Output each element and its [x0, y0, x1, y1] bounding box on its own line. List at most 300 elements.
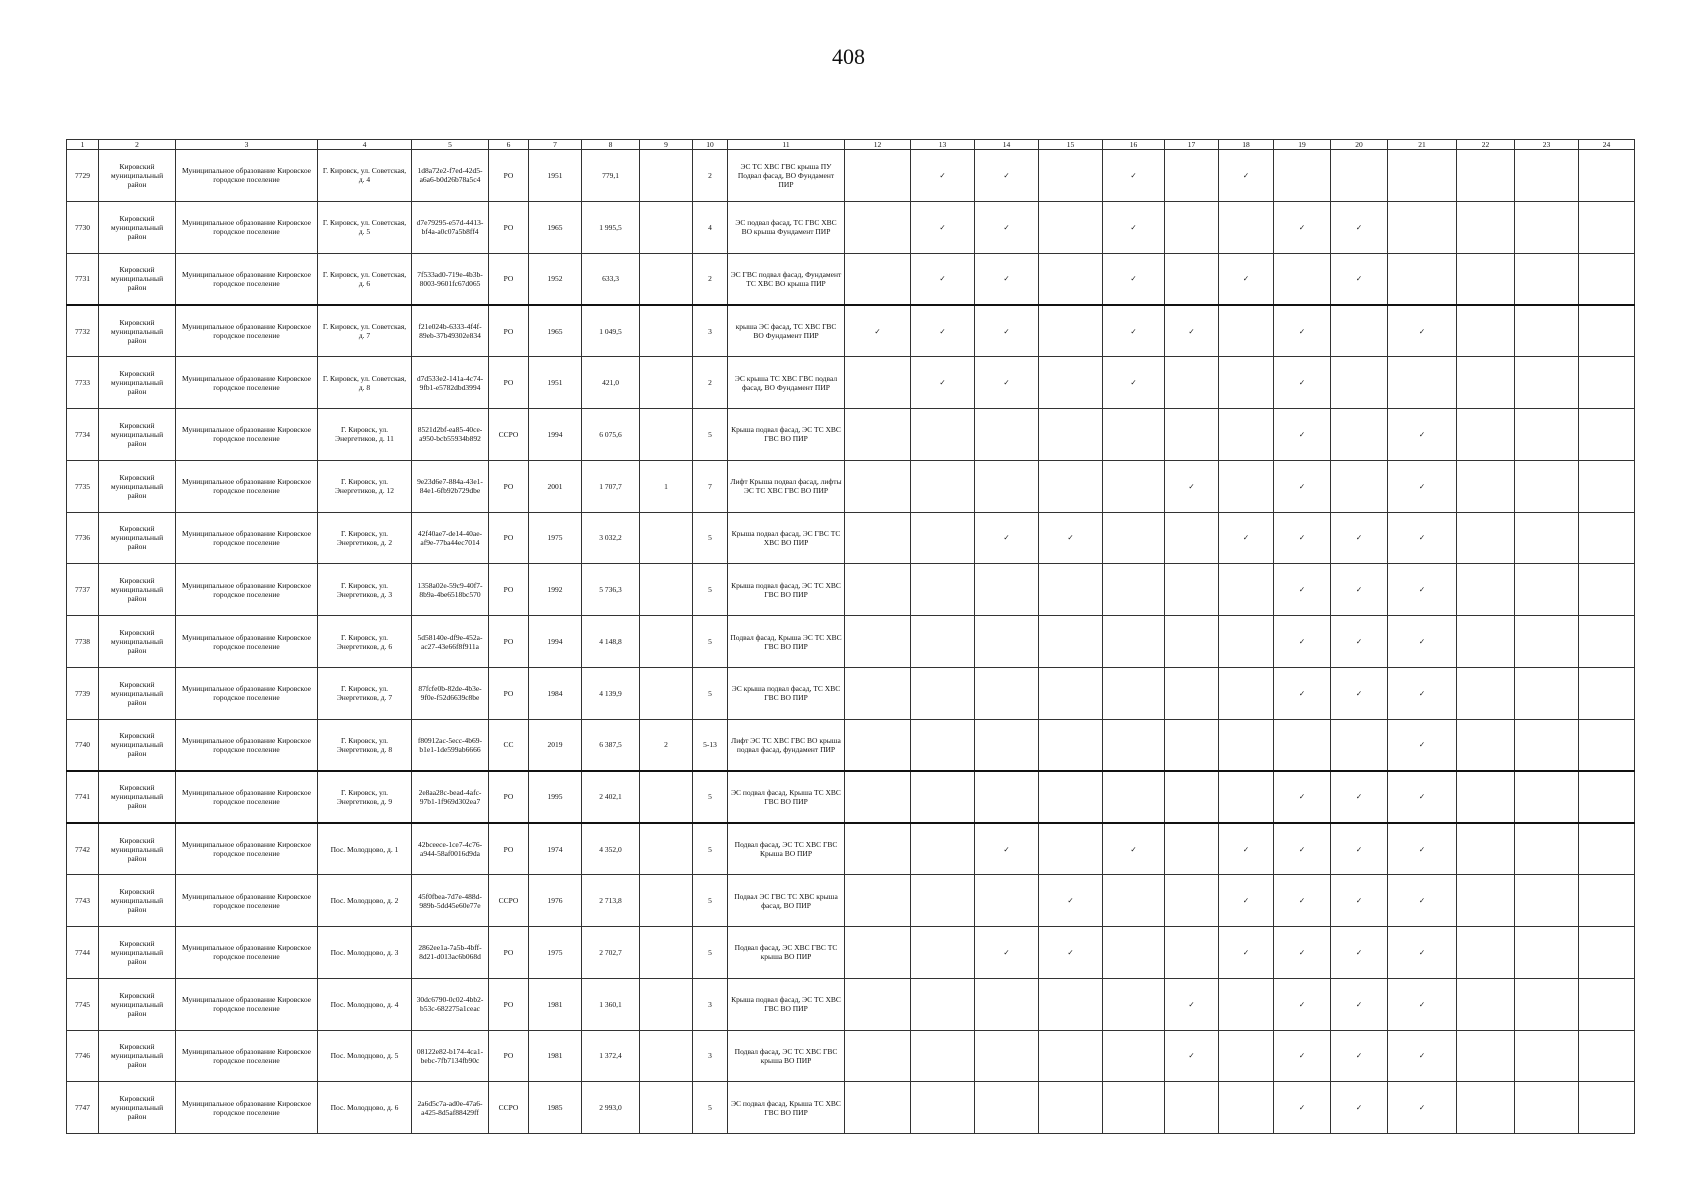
col9-cell	[640, 564, 693, 616]
check-cell-23	[1515, 616, 1579, 668]
table-row	[67, 719, 1635, 771]
year-cell: 1981	[529, 978, 582, 1030]
check-cell-18: ✓	[1219, 512, 1274, 564]
check-cell-17	[1165, 616, 1219, 668]
check-cell-21: ✓	[1388, 926, 1457, 978]
check-cell-16: ✓	[1103, 357, 1165, 409]
check-cell-13	[911, 771, 975, 823]
check-cell-19: ✓	[1274, 875, 1331, 927]
check-cell-13: ✓	[911, 201, 975, 253]
guid-cell: 2a6d5c7a-ad0e-47a6-a425-8d5af88429ff	[412, 1082, 489, 1134]
works-cell: ЭС крыша ТС ХВС ГВС подвал фасад, ВО Фундамент ПИР	[728, 357, 845, 409]
check-cell-20	[1331, 357, 1388, 409]
check-cell-23	[1515, 978, 1579, 1030]
check-cell-19: ✓	[1274, 616, 1331, 668]
check-cell-14: ✓	[975, 150, 1039, 202]
check-cell-14: ✓	[975, 357, 1039, 409]
type-cell: РО	[489, 357, 529, 409]
col10-cell: 3	[693, 978, 728, 1030]
check-cell-21	[1388, 201, 1457, 253]
type-cell: РО	[489, 926, 529, 978]
guid-cell: 87fcfe0b-82de-4b3e-9f0e-f52d6639c8be	[412, 667, 489, 719]
area-cell: 6 387,5	[582, 719, 640, 771]
municipality-cell: Муниципальное образование Кировское городское поселение	[176, 512, 318, 564]
check-cell-23	[1515, 408, 1579, 460]
check-cell-17	[1165, 564, 1219, 616]
municipality-cell: Муниципальное образование Кировское городское поселение	[176, 926, 318, 978]
year-cell: 1975	[529, 926, 582, 978]
check-cell-13: ✓	[911, 305, 975, 357]
col10-cell: 3	[693, 1030, 728, 1082]
works-cell: ЭС ГВС подвал фасад, Фундамент ТС ХВС ВО крыша ПИР	[728, 253, 845, 305]
check-cell-24	[1579, 978, 1635, 1030]
table-row	[67, 512, 1635, 564]
guid-cell: 30dc6790-0c02-4bb2-b53c-682275a1ceac	[412, 978, 489, 1030]
table-row	[67, 253, 1635, 305]
row-number: 7745	[67, 978, 99, 1030]
check-cell-16	[1103, 771, 1165, 823]
row-number: 7738	[67, 616, 99, 668]
check-cell-18: ✓	[1219, 150, 1274, 202]
header-row	[67, 140, 1635, 150]
table-row	[67, 771, 1635, 823]
address-cell: Г. Кировск, ул. Энергетиков, д. 9	[318, 771, 412, 823]
check-cell-20	[1331, 150, 1388, 202]
check-cell-23	[1515, 771, 1579, 823]
check-cell-22	[1457, 201, 1515, 253]
check-cell-15	[1039, 1030, 1103, 1082]
district-cell: Кировский муниципальный район	[99, 253, 176, 305]
check-cell-21: ✓	[1388, 1082, 1457, 1134]
municipality-cell: Муниципальное образование Кировское городское поселение	[176, 1030, 318, 1082]
check-cell-16	[1103, 564, 1165, 616]
address-cell: Г. Кировск, ул. Советская, д. 6	[318, 253, 412, 305]
works-cell: ЭС крыша подвал фасад, ТС ХВС ГВС ВО ПИР	[728, 667, 845, 719]
table-row	[67, 150, 1635, 202]
check-cell-23	[1515, 305, 1579, 357]
check-cell-17	[1165, 926, 1219, 978]
check-cell-18	[1219, 1082, 1274, 1134]
check-cell-15: ✓	[1039, 875, 1103, 927]
guid-cell: 45f0fbea-7d7e-488d-989b-5dd45e60e77e	[412, 875, 489, 927]
check-cell-23	[1515, 1082, 1579, 1134]
municipality-cell: Муниципальное образование Кировское городское поселение	[176, 719, 318, 771]
area-cell: 2 702,7	[582, 926, 640, 978]
check-cell-12	[845, 1030, 911, 1082]
address-cell: Г. Кировск, ул. Советская, д. 7	[318, 305, 412, 357]
year-cell: 1965	[529, 201, 582, 253]
col9-cell	[640, 1030, 693, 1082]
column-header-16: 16	[1103, 140, 1165, 150]
guid-cell: d7e79295-e57d-4413-bf4a-a0c07a5b8ff4	[412, 201, 489, 253]
check-cell-13	[911, 719, 975, 771]
check-cell-13	[911, 875, 975, 927]
check-cell-19: ✓	[1274, 978, 1331, 1030]
check-cell-20	[1331, 719, 1388, 771]
type-cell: РО	[489, 512, 529, 564]
row-number: 7747	[67, 1082, 99, 1134]
type-cell: ССРО	[489, 1082, 529, 1134]
check-cell-14: ✓	[975, 512, 1039, 564]
check-cell-19: ✓	[1274, 408, 1331, 460]
year-cell: 1994	[529, 408, 582, 460]
col10-cell: 2	[693, 357, 728, 409]
column-header-10: 10	[693, 140, 728, 150]
address-cell: Г. Кировск, ул. Советская, д. 5	[318, 201, 412, 253]
area-cell: 3 032,2	[582, 512, 640, 564]
area-cell: 1 707,7	[582, 460, 640, 512]
check-cell-20: ✓	[1331, 667, 1388, 719]
type-cell: ССРО	[489, 408, 529, 460]
col10-cell: 4	[693, 201, 728, 253]
address-cell: Пос. Молодцово, д. 4	[318, 978, 412, 1030]
check-cell-21: ✓	[1388, 512, 1457, 564]
area-cell: 1 995,5	[582, 201, 640, 253]
check-cell-24	[1579, 616, 1635, 668]
check-cell-22	[1457, 875, 1515, 927]
check-cell-22	[1457, 1082, 1515, 1134]
district-cell: Кировский муниципальный район	[99, 978, 176, 1030]
check-cell-18	[1219, 978, 1274, 1030]
check-cell-20: ✓	[1331, 564, 1388, 616]
check-cell-21: ✓	[1388, 616, 1457, 668]
housing-register-table	[66, 139, 1635, 1134]
check-cell-15: ✓	[1039, 512, 1103, 564]
check-cell-13	[911, 408, 975, 460]
check-cell-18	[1219, 357, 1274, 409]
check-cell-20	[1331, 408, 1388, 460]
col10-cell: 7	[693, 460, 728, 512]
municipality-cell: Муниципальное образование Кировское городское поселение	[176, 823, 318, 875]
check-cell-23	[1515, 875, 1579, 927]
year-cell: 1951	[529, 150, 582, 202]
check-cell-14: ✓	[975, 253, 1039, 305]
column-header-7: 7	[529, 140, 582, 150]
check-cell-18: ✓	[1219, 926, 1274, 978]
check-cell-12	[845, 150, 911, 202]
column-header-19: 19	[1274, 140, 1331, 150]
row-number: 7735	[67, 460, 99, 512]
check-cell-21: ✓	[1388, 719, 1457, 771]
check-cell-17	[1165, 357, 1219, 409]
check-cell-20: ✓	[1331, 926, 1388, 978]
check-cell-14	[975, 460, 1039, 512]
check-cell-19: ✓	[1274, 667, 1331, 719]
check-cell-18: ✓	[1219, 823, 1274, 875]
table-row	[67, 616, 1635, 668]
type-cell: СС	[489, 719, 529, 771]
check-cell-24	[1579, 305, 1635, 357]
area-cell: 2 993,0	[582, 1082, 640, 1134]
check-cell-22	[1457, 150, 1515, 202]
col9-cell	[640, 1082, 693, 1134]
table-row	[67, 357, 1635, 409]
municipality-cell: Муниципальное образование Кировское городское поселение	[176, 201, 318, 253]
address-cell: Пос. Молодцово, д. 1	[318, 823, 412, 875]
column-header-2: 2	[99, 140, 176, 150]
check-cell-23	[1515, 667, 1579, 719]
area-cell: 4 352,0	[582, 823, 640, 875]
check-cell-14	[975, 564, 1039, 616]
check-cell-23	[1515, 512, 1579, 564]
col10-cell: 5	[693, 926, 728, 978]
type-cell: РО	[489, 771, 529, 823]
check-cell-22	[1457, 978, 1515, 1030]
column-header-5: 5	[412, 140, 489, 150]
area-cell: 633,3	[582, 253, 640, 305]
column-header-12: 12	[845, 140, 911, 150]
check-cell-18	[1219, 771, 1274, 823]
check-cell-14: ✓	[975, 926, 1039, 978]
column-header-18: 18	[1219, 140, 1274, 150]
check-cell-15	[1039, 616, 1103, 668]
column-header-24: 24	[1579, 140, 1635, 150]
check-cell-23	[1515, 926, 1579, 978]
area-cell: 2 713,8	[582, 875, 640, 927]
check-cell-19	[1274, 253, 1331, 305]
col9-cell	[640, 978, 693, 1030]
address-cell: Пос. Молодцово, д. 2	[318, 875, 412, 927]
check-cell-18	[1219, 667, 1274, 719]
district-cell: Кировский муниципальный район	[99, 771, 176, 823]
check-cell-20: ✓	[1331, 1082, 1388, 1134]
row-number: 7730	[67, 201, 99, 253]
works-cell: Крыша подвал фасад, ЭС ГВС ТС ХВС ВО ПИР	[728, 512, 845, 564]
type-cell: РО	[489, 201, 529, 253]
col10-cell: 5	[693, 771, 728, 823]
col9-cell	[640, 253, 693, 305]
check-cell-21: ✓	[1388, 875, 1457, 927]
check-cell-20: ✓	[1331, 512, 1388, 564]
check-cell-15	[1039, 1082, 1103, 1134]
check-cell-15	[1039, 771, 1103, 823]
col9-cell	[640, 926, 693, 978]
table-row	[67, 1030, 1635, 1082]
check-cell-17: ✓	[1165, 1030, 1219, 1082]
check-cell-20: ✓	[1331, 823, 1388, 875]
municipality-cell: Муниципальное образование Кировское городское поселение	[176, 305, 318, 357]
municipality-cell: Муниципальное образование Кировское городское поселение	[176, 771, 318, 823]
check-cell-23	[1515, 253, 1579, 305]
check-cell-15	[1039, 564, 1103, 616]
col10-cell: 5	[693, 875, 728, 927]
column-header-13: 13	[911, 140, 975, 150]
address-cell: Г. Кировск, ул. Советская, д. 8	[318, 357, 412, 409]
table-row	[67, 460, 1635, 512]
municipality-cell: Муниципальное образование Кировское городское поселение	[176, 150, 318, 202]
check-cell-19	[1274, 719, 1331, 771]
col10-cell: 3	[693, 305, 728, 357]
check-cell-19: ✓	[1274, 771, 1331, 823]
check-cell-18	[1219, 201, 1274, 253]
check-cell-24	[1579, 564, 1635, 616]
check-cell-15	[1039, 667, 1103, 719]
check-cell-20: ✓	[1331, 875, 1388, 927]
type-cell: РО	[489, 667, 529, 719]
check-cell-19: ✓	[1274, 1082, 1331, 1134]
row-number: 7732	[67, 305, 99, 357]
row-number: 7746	[67, 1030, 99, 1082]
check-cell-12	[845, 719, 911, 771]
area-cell: 2 402,1	[582, 771, 640, 823]
check-cell-17	[1165, 667, 1219, 719]
check-cell-22	[1457, 667, 1515, 719]
guid-cell: 8521d2bf-ea85-40ce-a950-bcb55934b892	[412, 408, 489, 460]
col9-cell	[640, 305, 693, 357]
check-cell-20: ✓	[1331, 978, 1388, 1030]
check-cell-18	[1219, 616, 1274, 668]
check-cell-19: ✓	[1274, 201, 1331, 253]
column-header-11: 11	[728, 140, 845, 150]
page-number: 408	[832, 44, 865, 69]
column-header-4: 4	[318, 140, 412, 150]
type-cell: ССРО	[489, 875, 529, 927]
check-cell-24	[1579, 771, 1635, 823]
check-cell-24	[1579, 460, 1635, 512]
type-cell: РО	[489, 823, 529, 875]
check-cell-14	[975, 1082, 1039, 1134]
check-cell-14	[975, 978, 1039, 1030]
check-cell-16	[1103, 616, 1165, 668]
year-cell: 1951	[529, 357, 582, 409]
works-cell: Подвал фасад, ЭС ТС ХВС ГВС Крыша ВО ПИР	[728, 823, 845, 875]
check-cell-20	[1331, 460, 1388, 512]
guid-cell: f21e024b-6333-4f4f-89eb-37b49302e834	[412, 305, 489, 357]
check-cell-16	[1103, 1030, 1165, 1082]
check-cell-19: ✓	[1274, 564, 1331, 616]
type-cell: РО	[489, 564, 529, 616]
year-cell: 1965	[529, 305, 582, 357]
check-cell-24	[1579, 512, 1635, 564]
col9-cell	[640, 771, 693, 823]
check-cell-21: ✓	[1388, 1030, 1457, 1082]
address-cell: Г. Кировск, ул. Энергетиков, д. 2	[318, 512, 412, 564]
municipality-cell: Муниципальное образование Кировское городское поселение	[176, 616, 318, 668]
address-cell: Г. Кировск, ул. Энергетиков, д. 7	[318, 667, 412, 719]
check-cell-21: ✓	[1388, 978, 1457, 1030]
check-cell-23	[1515, 357, 1579, 409]
district-cell: Кировский муниципальный район	[99, 667, 176, 719]
check-cell-14	[975, 875, 1039, 927]
check-cell-17: ✓	[1165, 460, 1219, 512]
works-cell: ЭС подвал фасад, ТС ГВС ХВС ВО крыша Фундамент ПИР	[728, 201, 845, 253]
address-cell: Пос. Молодцово, д. 5	[318, 1030, 412, 1082]
col9-cell	[640, 667, 693, 719]
check-cell-21: ✓	[1388, 564, 1457, 616]
col10-cell: 5	[693, 616, 728, 668]
check-cell-24	[1579, 823, 1635, 875]
check-cell-12	[845, 357, 911, 409]
check-cell-13: ✓	[911, 253, 975, 305]
area-cell: 1 049,5	[582, 305, 640, 357]
check-cell-17	[1165, 719, 1219, 771]
check-cell-23	[1515, 823, 1579, 875]
col10-cell: 5	[693, 564, 728, 616]
check-cell-21	[1388, 150, 1457, 202]
year-cell: 1974	[529, 823, 582, 875]
check-cell-13	[911, 512, 975, 564]
check-cell-24	[1579, 253, 1635, 305]
municipality-cell: Муниципальное образование Кировское городское поселение	[176, 460, 318, 512]
check-cell-19: ✓	[1274, 305, 1331, 357]
check-cell-20: ✓	[1331, 1030, 1388, 1082]
district-cell: Кировский муниципальный район	[99, 305, 176, 357]
check-cell-24	[1579, 201, 1635, 253]
col10-cell: 2	[693, 150, 728, 202]
row-number: 7740	[67, 719, 99, 771]
check-cell-22	[1457, 771, 1515, 823]
check-cell-24	[1579, 150, 1635, 202]
table-row	[67, 875, 1635, 927]
col9-cell	[640, 875, 693, 927]
check-cell-21: ✓	[1388, 460, 1457, 512]
year-cell: 1952	[529, 253, 582, 305]
col10-cell: 5	[693, 823, 728, 875]
col10-cell: 5	[693, 667, 728, 719]
municipality-cell: Муниципальное образование Кировское городское поселение	[176, 978, 318, 1030]
area-cell: 779,1	[582, 150, 640, 202]
district-cell: Кировский муниципальный район	[99, 150, 176, 202]
row-number: 7739	[67, 667, 99, 719]
works-cell: Подвал фасад, ЭС ТС ХВС ГВС крыша ВО ПИР	[728, 1030, 845, 1082]
check-cell-17	[1165, 408, 1219, 460]
row-number: 7744	[67, 926, 99, 978]
column-header-3: 3	[176, 140, 318, 150]
check-cell-20: ✓	[1331, 616, 1388, 668]
check-cell-15	[1039, 305, 1103, 357]
check-cell-12	[845, 253, 911, 305]
check-cell-12	[845, 978, 911, 1030]
col10-cell: 5	[693, 1082, 728, 1134]
district-cell: Кировский муниципальный район	[99, 460, 176, 512]
check-cell-14	[975, 616, 1039, 668]
check-cell-17	[1165, 253, 1219, 305]
district-cell: Кировский муниципальный район	[99, 1030, 176, 1082]
works-cell: ЭС подвал фасад, Крыша ТС ХВС ГВС ВО ПИР	[728, 771, 845, 823]
column-header-22: 22	[1457, 140, 1515, 150]
works-cell: Подвал фасад, Крыша ЭС ТС ХВС ГВС ВО ПИР	[728, 616, 845, 668]
address-cell: Пос. Молодцово, д. 6	[318, 1082, 412, 1134]
area-cell: 6 075,6	[582, 408, 640, 460]
check-cell-24	[1579, 926, 1635, 978]
check-cell-13: ✓	[911, 150, 975, 202]
check-cell-17	[1165, 823, 1219, 875]
municipality-cell: Муниципальное образование Кировское городское поселение	[176, 253, 318, 305]
check-cell-22	[1457, 305, 1515, 357]
row-number: 7737	[67, 564, 99, 616]
row-number: 7734	[67, 408, 99, 460]
column-header-17: 17	[1165, 140, 1219, 150]
works-cell: крыша ЭС фасад, ТС ХВС ГВС ВО Фундамент ПИР	[728, 305, 845, 357]
check-cell-22	[1457, 823, 1515, 875]
check-cell-14	[975, 771, 1039, 823]
address-cell: Г. Кировск, ул. Энергетиков, д. 8	[318, 719, 412, 771]
check-cell-17	[1165, 150, 1219, 202]
check-cell-12	[845, 460, 911, 512]
check-cell-12	[845, 408, 911, 460]
check-cell-24	[1579, 667, 1635, 719]
column-header-15: 15	[1039, 140, 1103, 150]
row-number: 7729	[67, 150, 99, 202]
type-cell: РО	[489, 616, 529, 668]
type-cell: РО	[489, 1030, 529, 1082]
year-cell: 1994	[529, 616, 582, 668]
check-cell-21: ✓	[1388, 305, 1457, 357]
check-cell-14	[975, 719, 1039, 771]
table-row	[67, 823, 1635, 875]
check-cell-12	[845, 926, 911, 978]
check-cell-16: ✓	[1103, 150, 1165, 202]
